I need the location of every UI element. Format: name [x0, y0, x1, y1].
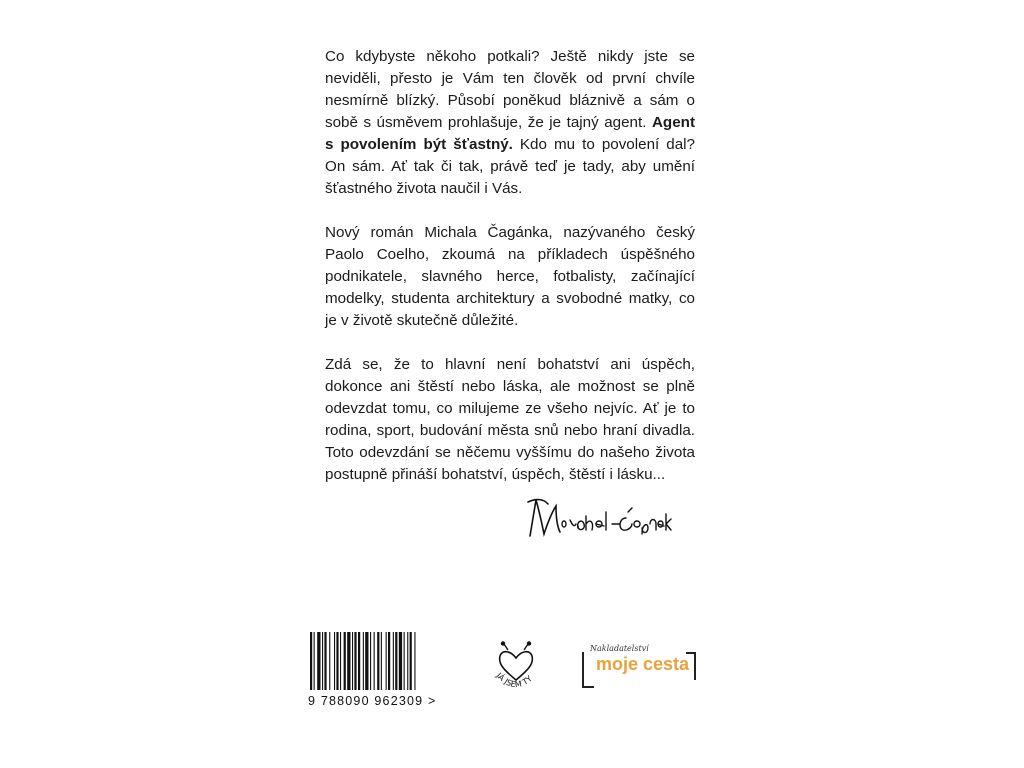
barcode-bars [308, 632, 452, 692]
barcode-bar [344, 632, 346, 690]
barcode-bar [340, 632, 341, 690]
barcode-bar [347, 632, 350, 690]
barcode-bar [329, 632, 330, 690]
paragraph-1-end: Kdo mu to povolení dal? On sám. Ať tak či tak, právě teď je tady, aby umění šťastného života naučil i Vás. [325, 136, 695, 197]
logo-text: JÁ JSEM TY [494, 671, 534, 690]
barcode-bar [358, 632, 360, 690]
paragraph-2: Nový román Michala Čagánka, nazývaného český Paolo Coelho, zkoumá na příkladech úspěšného podnikatele, slavného herce, fotbalisty, začínající modelky, studenta architektury a svobodné matky, co je v životě skutečně důležité. [325, 224, 695, 329]
barcode-bar [381, 632, 382, 690]
barcode-bar [354, 632, 356, 690]
barcode-bar [322, 632, 323, 690]
barcode-bar [410, 632, 412, 690]
barcode-bar [386, 632, 387, 690]
bold-phrase: Agent s povolením být šťastný. [325, 114, 695, 153]
barcode-bar [310, 632, 312, 690]
barcode-bar [414, 632, 415, 690]
barcode-bar [336, 632, 338, 690]
barcode-bar [407, 632, 408, 690]
barcode-bar [363, 632, 364, 690]
paragraph-1-start: Co kdybyste někoho potkali? Ještě nikdy jste se neviděli, přesto je Vám ten člověk od první chvíle nesmírně blízký. Působí poněkud bláznivě a sám o sobě s úsměvem prohlašuje, že je tajný agent. [325, 48, 695, 131]
blurb-text [325, 46, 695, 508]
barcode-bar [404, 632, 405, 690]
barcode-bar [374, 632, 375, 690]
bracket-left [582, 652, 594, 688]
barcode-bar [377, 632, 379, 690]
barcode-bar [388, 632, 390, 690]
barcode-digits: 9 788090 962309 > [308, 694, 437, 708]
author-signature [522, 494, 672, 542]
barcode-bar [314, 632, 315, 690]
barcode-bar [370, 632, 371, 690]
barcode-bar [393, 632, 394, 690]
paragraph-1 [325, 46, 695, 200]
barcode-bar [352, 632, 353, 690]
ja-jsem-ty-logo [490, 640, 542, 696]
barcode-bar [324, 632, 326, 690]
barcode-bar [365, 632, 368, 690]
barcode-bar [317, 632, 320, 690]
paragraph-3: Zdá se, že to hlavní není bohatství ani úspěch, dokonce ani štěstí nebo láska, ale možnost se plně odevzdat tomu, co milujeme ze všeho nejvíc. Ať je to rodina, sport, budování města snů nebo hraní divadla. Toto odevzdání se něčemu vyššímu do našeho života postupně přináší bohatství, úspěch, štěstí i lásku... [325, 356, 695, 483]
barcode-bar [395, 632, 397, 690]
barcode-bar [334, 632, 335, 690]
publisher-small-text: Nakladatelství [590, 644, 649, 653]
barcode-bar [399, 632, 402, 690]
publisher-name: moje cesta [596, 654, 690, 674]
isbn-barcode [308, 632, 452, 712]
publisher-logo [582, 644, 696, 688]
